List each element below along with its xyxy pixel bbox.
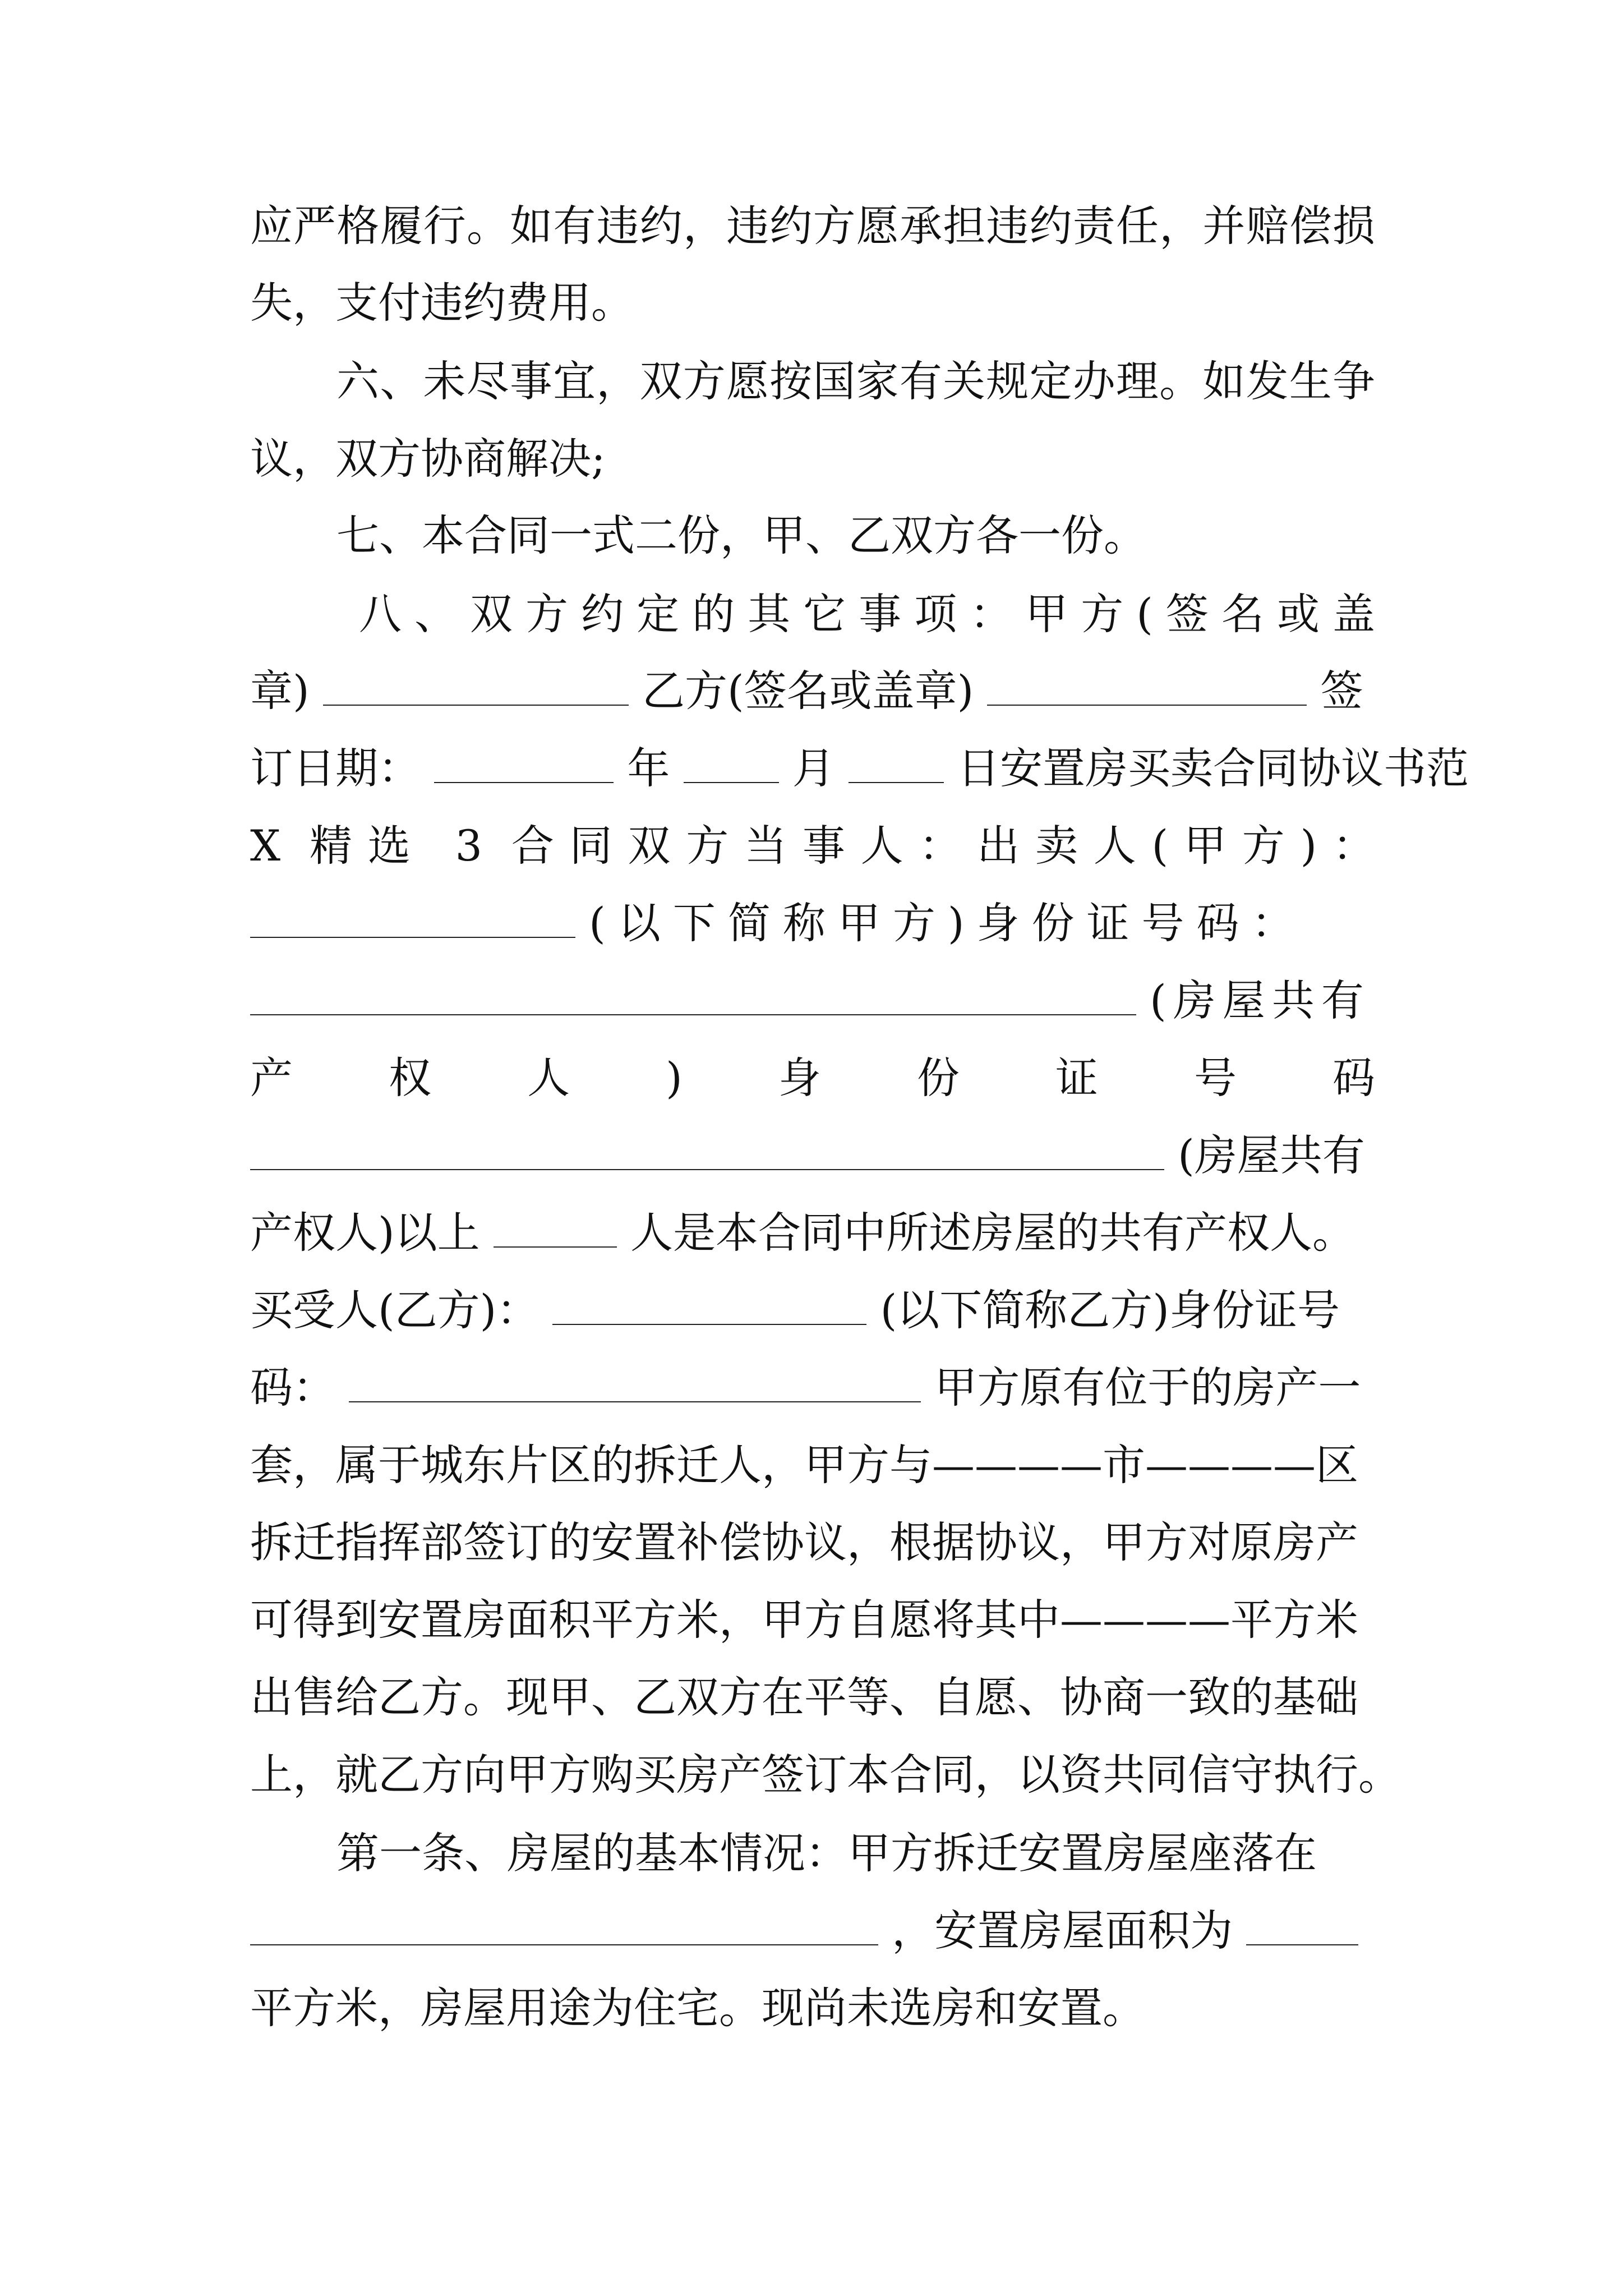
- text-fragment: 签: [1320, 666, 1363, 716]
- blank-field[interactable]: [987, 668, 1307, 706]
- id-line: [250, 1128, 1375, 1184]
- text-fragment: (房屋共有: [1178, 1130, 1365, 1180]
- text-line: 七、本合同一式二份，甲、乙双方各一份。: [336, 510, 1146, 560]
- text-line: 出售给乙方。现甲、乙双方在平等、自愿、协商一致的基础: [250, 1672, 1358, 1722]
- text-fragment: 码：: [250, 1363, 335, 1412]
- text-fragment: 章): [250, 666, 310, 716]
- text-line: 套，属于城东片区的拆迁人，甲方与————市————区: [250, 1440, 1358, 1490]
- text-line: 拆迁指挥部签订的安置补偿协议，根据协议，甲方对原房产: [250, 1517, 1358, 1567]
- text-line: 失，支付违约费用。: [250, 278, 634, 328]
- text-fragment: (以下简称甲方)身份证号码：: [589, 898, 1307, 948]
- location-line: [250, 1903, 1375, 1959]
- signature-line: [250, 663, 1375, 719]
- text-fragment: 产权人)以上: [250, 1208, 480, 1258]
- text-fragment: 年: [627, 743, 670, 793]
- text-fragment: 人是本合同中所述房屋的共有产权人。: [630, 1208, 1355, 1258]
- owners-line: [250, 1205, 1375, 1261]
- text-line: 八、双方约定的其它事项：甲方(签名或盖: [359, 589, 1375, 639]
- blank-field[interactable]: [250, 977, 1136, 1015]
- text-fragment: 乙方(签名或盖章): [642, 666, 974, 716]
- text-fragment: ，安置房屋面积为: [892, 1906, 1233, 1955]
- text-fragment: (房屋共有: [1150, 976, 1371, 1025]
- text-line: 平方米，房屋用途为住宅。现尚未选房和安置。: [250, 1983, 1145, 2033]
- id-line: [250, 895, 1375, 951]
- buyer-line: [250, 1282, 1375, 1338]
- text-line: 六、未尽事宜，双方愿按国家有关规定办理。如发生争: [336, 356, 1375, 406]
- text-fragment: 日安置房买卖合同协议书范: [957, 743, 1469, 793]
- text-line: X 精选 3 合同双方当事人：出卖人(甲方)：: [250, 821, 1375, 871]
- blank-field[interactable]: [250, 1907, 878, 1945]
- text-line: 第一条、房屋的基本情况：甲方拆迁安置房屋座落在: [336, 1828, 1317, 1878]
- text-fragment: 甲方原有位于的房产一: [934, 1363, 1361, 1412]
- text-fragment: 月: [792, 743, 835, 793]
- blank-field[interactable]: [1246, 1907, 1358, 1945]
- blank-field[interactable]: [552, 1287, 866, 1325]
- blank-field[interactable]: [349, 1364, 921, 1402]
- date-line: [250, 740, 1469, 797]
- text-line: 议，双方协商解决;: [250, 434, 606, 484]
- buyer-id-line: [250, 1360, 1375, 1416]
- blank-field[interactable]: [494, 1209, 617, 1248]
- id-line: [250, 973, 1375, 1029]
- text-line: 上，就乙方向甲方购买房产签订本合同，以资共同信守执行。: [250, 1750, 1401, 1800]
- blank-field[interactable]: [250, 900, 575, 938]
- blank-field[interactable]: [434, 745, 614, 783]
- text-line: 应严格履行。如有违约，违约方愿承担违约责任，并赔偿损: [250, 201, 1375, 251]
- blank-field[interactable]: [250, 1132, 1164, 1170]
- text-fragment: 买受人(乙方)：: [250, 1285, 540, 1335]
- text-line: 产权人)身份证号码: [250, 1053, 1375, 1103]
- text-fragment: (以下简称乙方)身份证号: [880, 1285, 1340, 1335]
- text-line: 可得到安置房面积平方米，甲方自愿将其中————平方米: [250, 1595, 1358, 1645]
- text-fragment: 订日期：: [250, 743, 421, 793]
- blank-field[interactable]: [849, 745, 944, 783]
- blank-field[interactable]: [684, 745, 779, 783]
- blank-field[interactable]: [323, 668, 629, 706]
